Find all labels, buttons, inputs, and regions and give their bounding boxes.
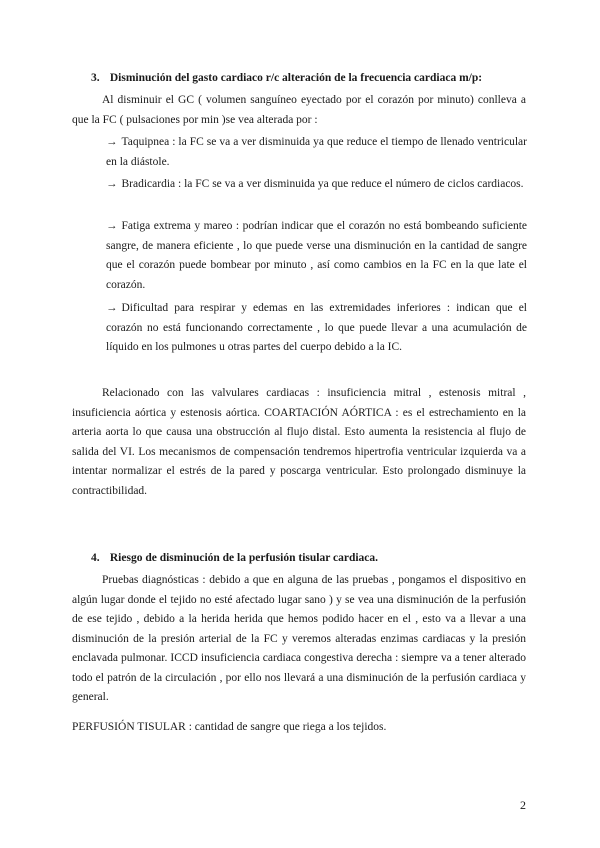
- bullet-fatiga: [106, 217, 527, 295]
- section-4-title: [91, 552, 531, 564]
- bullet-taquipnea: [106, 133, 527, 172]
- section-4-number: 4.: [91, 552, 100, 564]
- section-3-title: [91, 72, 531, 84]
- section-3-related-paragraph: Relacionado con las valvulares cardiacas : insuficiencia mitral , estenosis mitral , insuficiencia aórtica y estenosis aórtica. COARTACIÓN AÓRTICA : es el estrechamiento en la arteria aorta lo que causa una obstrucción al flujo distal. Esto aumenta la resistencia al flujo de salida del VI. Los mecanismos de compensación tendremos hipertrofia ventricular izquierda va a intentar normalizar el estrés de la pared y poscarga ventricular. Esto prolongado disminuye la contractibilidad.: [72, 387, 526, 497]
- bullet-text: Dificultad para respirar y edemas en las extremidades inferiores : indican que el corazón no está funcionando correctamente , lo que puede llevar a una acumulación de líquido en los pulmones u otras partes del cuerpo debido a la IC.: [106, 302, 527, 353]
- section-3-intro: Al disminuir el GC ( volumen sanguíneo eyectado por el corazón por minuto) conlleva a que la FC ( pulsaciones por min )se vea alterada por :: [72, 94, 526, 126]
- section-4-title-text: Riesgo de disminución de la perfusión tisular cardiaca.: [109, 552, 379, 564]
- section-4-body: Pruebas diagnósticas : debido a que en alguna de las pruebas , pongamos el dispositivo en algún lugar donde el tejido no esté afectado lugar sano ) y se vea una disminución de la perfusión de ese tejido , debido a la herida herida que hemos podido hacer en el , esto va a llevar a una disminución de la presión arterial de la FC y veremos alteradas enzimas cardiacas y la presión enclavada pulmonar. ICCD insuficiencia cardiaca congestiva derecha : siempre va a tener alterado todo el patrón de la circulación , por ello nos llevará a una disminución de la perfusión cardiaca y general.: [72, 574, 526, 703]
- perfusion-definition: PERFUSIÓN TISULAR : cantidad de sangre que riega a los tejidos.: [72, 721, 387, 733]
- bullet-text: Fatiga extrema y mareo : podrían indicar que el corazón no está bombeando suficiente sangre, de manera eficiente , lo que puede verse una disminución en la cantidad de sangre que el corazón puede bombear por minuto , así como cambios en la FC en la que late el corazón.: [106, 220, 527, 291]
- bullet-text: Taquipnea : la FC se va a ver disminuida ya que reduce el tiempo de llenado ventricular en la diástole.: [106, 136, 527, 168]
- bullet-text: Bradicardia : la FC se va a ver disminuida ya que reduce el número de ciclos cardiacos.: [121, 178, 524, 190]
- arrow-icon: →: [106, 136, 118, 148]
- arrow-icon: →: [106, 302, 118, 314]
- bullet-dificultad: [106, 299, 527, 358]
- page-number: 2: [520, 798, 526, 812]
- arrow-icon: →: [106, 220, 118, 232]
- section-3-number: 3.: [91, 72, 100, 84]
- section-3-title-text: Disminución del gasto cardiaco r/c alteración de la frecuencia cardiaca m/p:: [109, 72, 483, 84]
- bullet-bradicardia: [106, 175, 527, 195]
- arrow-icon: →: [106, 178, 118, 190]
